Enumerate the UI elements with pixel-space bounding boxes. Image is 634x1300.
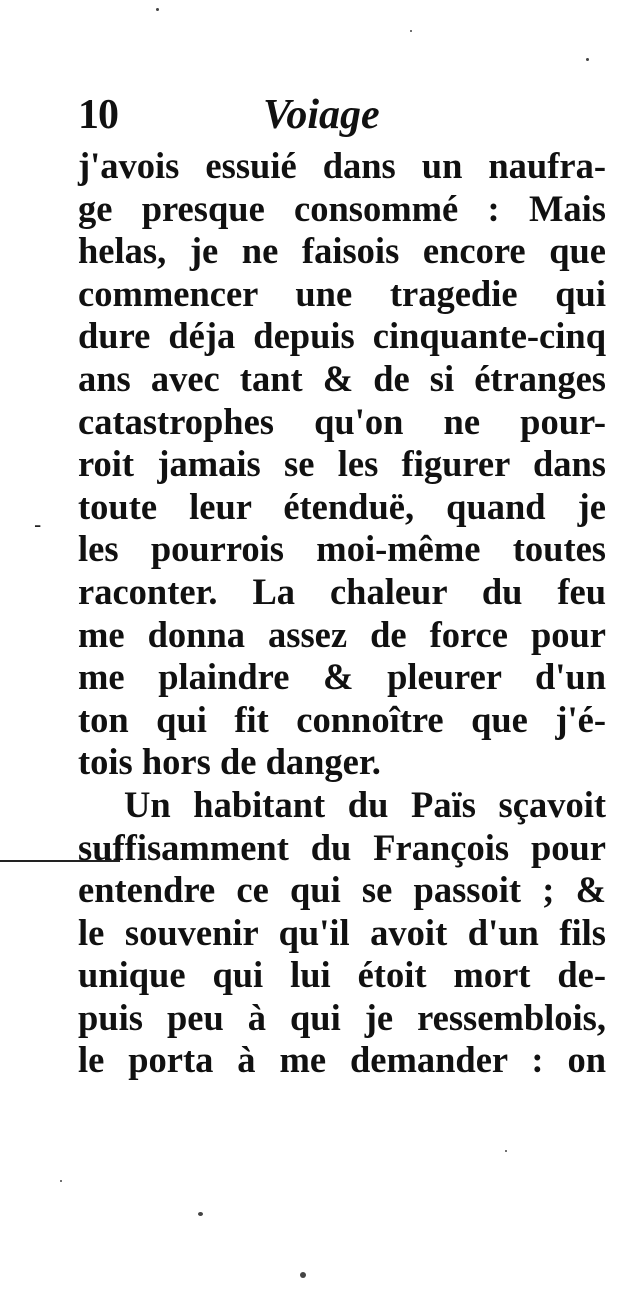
text-line: ge presque consommé : Mais [78, 187, 606, 229]
text-line: me plaindre & pleurer d'un [78, 656, 606, 698]
text-line: me donna assez de force pour [78, 613, 606, 655]
running-title: Voiage [263, 92, 380, 138]
page-header [78, 90, 598, 140]
dust-speck [300, 1272, 306, 1278]
text-line: j'avois essuié dans un naufra- [78, 145, 606, 186]
dust-speck [505, 1150, 507, 1152]
text-line: commencer une tragedie qui [78, 272, 606, 314]
text-line: raconter. La chaleur du feu [78, 570, 606, 612]
dust-speck [60, 1180, 62, 1182]
text-line: ans avec tant & de si étranges [78, 357, 606, 399]
text-line: dure déja depuis cinquante-cinq [78, 315, 606, 357]
text-line: toute leur étenduë, quand je [78, 485, 606, 527]
text-line: le souvenir qu'il avoit d'un fils [78, 911, 606, 953]
text-line: unique qui lui étoit mort de- [78, 954, 606, 996]
text-line: helas, je ne faisois encore que [78, 230, 606, 272]
text-line: suffisamment du François pour [78, 826, 606, 868]
dust-speck [410, 30, 412, 32]
text-line: entendre ce qui se passoit ; & [78, 869, 606, 911]
page-number: 10 [78, 92, 118, 138]
text-line: catastrophes qu'on ne pour- [78, 400, 606, 442]
text-line: les pourrois moi-même toutes [78, 528, 606, 570]
dust-speck [156, 8, 159, 11]
dust-speck [198, 1212, 203, 1216]
body-text [78, 145, 606, 1082]
text-line: Un habitant du Païs sçavoit [124, 783, 606, 825]
margin-mark: - [34, 512, 42, 537]
text-line: puis peu à qui je ressemblois, [78, 996, 606, 1038]
dust-speck [586, 58, 589, 61]
text-line: roit jamais se les figurer dans [78, 443, 606, 485]
text-line: tois hors de danger. [78, 741, 381, 783]
text-line: ton qui fit connoître que j'é- [78, 698, 606, 740]
text-line: le porta à me demander : on [78, 1039, 606, 1081]
